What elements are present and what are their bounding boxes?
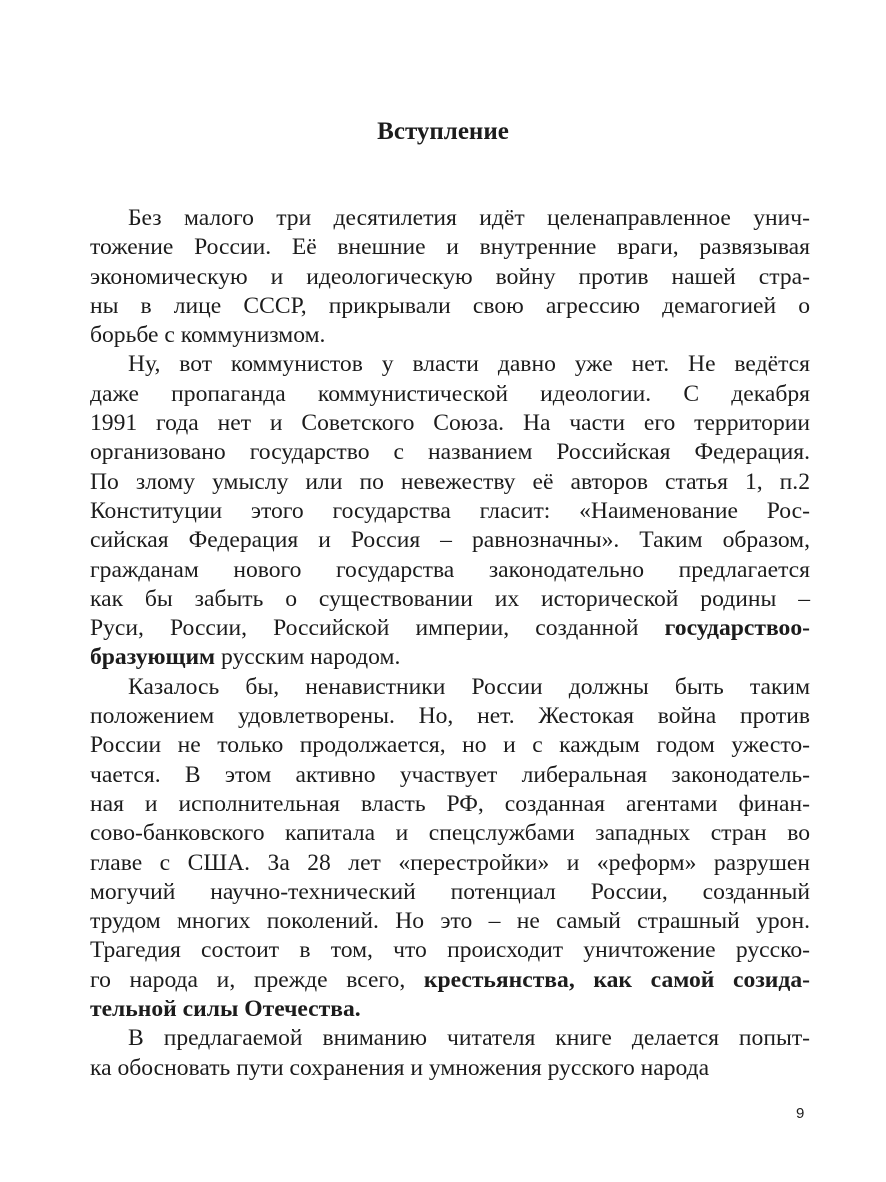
bold-text: тельной силы Отечества.: [90, 996, 361, 1023]
text-line: [90, 731, 810, 760]
text-segment: русским народом.: [215, 644, 401, 671]
text-segment: сийская Федерация и Россия – равнозначны». Таким образом,: [90, 527, 810, 554]
text-line: [90, 643, 810, 672]
text-line: [90, 409, 810, 438]
text-segment: положением удовлетворены. Но, нет. Жестокая война против: [90, 703, 810, 730]
text-segment: Без малого три десятилетия идёт целенаправленное унич-: [128, 205, 810, 231]
text-line: [90, 790, 810, 819]
text-segment: го народа и, прежде всего,: [90, 966, 424, 993]
text-line: [90, 292, 810, 321]
text-line: [90, 849, 810, 878]
text-segment: Конституции этого государства гласит: «Наименование Рос-: [90, 497, 810, 524]
text-line: [90, 438, 810, 467]
text-line: [90, 907, 810, 936]
text-line: [90, 702, 810, 731]
page-number: 9: [796, 1105, 805, 1122]
bold-text: крестьянства, как самой созида-: [423, 966, 810, 993]
text-segment: Трагедия состоит в том, что происходит уничтожение русско-: [90, 937, 810, 964]
paragraph: [90, 204, 810, 350]
text-segment: главе с США. За 28 лет «перестройки» и «реформ» разрушен: [90, 849, 810, 876]
text-line: [90, 585, 810, 614]
text-segment: сово-банковского капитала и спецслужбами западных стран во: [90, 820, 810, 847]
text-segment: как бы забыть о существовании их исторической родины –: [90, 585, 810, 612]
text-line: [90, 614, 810, 643]
text-line: [90, 1024, 810, 1053]
text-line: [90, 350, 810, 379]
text-line: [90, 526, 810, 555]
text-segment: организовано государство с названием Российская Федерация.: [90, 439, 810, 466]
text-segment: гражданам нового государства законодательно предлагается: [90, 556, 810, 583]
text-segment: Руси, России, Российской империи, созданной: [90, 615, 665, 642]
text-line: [90, 995, 810, 1024]
text-line: [90, 761, 810, 790]
text-segment: ная и исполнительная власть РФ, созданная агентами финан-: [90, 790, 810, 817]
bold-text: бразующим: [90, 644, 216, 671]
text-segment: России не только продолжается, но и с каждым годом ужесто-: [90, 732, 810, 759]
text-line: [90, 966, 810, 995]
text-segment: По злому умыслу или по невежеству её авторов статья 1, п.2: [90, 468, 810, 495]
text-line: [90, 1054, 810, 1083]
text-line: [90, 936, 810, 965]
text-line: [90, 819, 810, 848]
text-line: [90, 878, 810, 907]
text-segment: ны в лице СССР, прикрывали свою агрессию демагогией о: [90, 292, 810, 319]
text-segment: тожение России. Её внешние и внутренние враги, развязывая: [90, 234, 810, 261]
text-segment: Казалось бы, ненавистники России должны быть таким: [128, 673, 810, 700]
text-line: [90, 204, 810, 233]
text-segment: могучий научно-технический потенциал России, созданный: [90, 878, 810, 905]
text-segment: борьбе с коммунизмом.: [90, 322, 326, 349]
text-segment: ка обосновать пути сохранения и умножения русского народа: [90, 1054, 710, 1081]
text-segment: экономическую и идеологическую войну против нашей стра-: [90, 263, 810, 290]
bold-text: государствоо-: [664, 615, 810, 642]
text-segment: даже пропаганда коммунистической идеологии. С декабря: [90, 380, 810, 407]
text-segment: Ну, вот коммунистов у власти давно уже нет. Не ведётся: [128, 351, 810, 378]
text-line: [90, 233, 810, 262]
text-segment: 1991 года нет и Советского Союза. На части его территории: [90, 410, 810, 437]
text-line: [90, 321, 810, 350]
text-line: [90, 556, 810, 585]
text-line: [90, 673, 810, 702]
text-segment: чается. В этом активно участвует либеральная законодатель-: [90, 761, 810, 788]
text-line: [90, 263, 810, 292]
body-text: [90, 204, 810, 1083]
text-segment: трудом многих поколений. Но это – не самый страшный урон.: [90, 908, 810, 935]
text-line: [90, 497, 810, 526]
text-line: [90, 468, 810, 497]
chapter-heading: Вступление: [377, 118, 509, 145]
paragraph: [90, 1024, 810, 1083]
text-line: [90, 380, 810, 409]
text-segment: В предлагаемой вниманию читателя книге делается попыт-: [128, 1025, 810, 1052]
paragraph: [90, 673, 810, 1025]
paragraph: [90, 350, 810, 672]
